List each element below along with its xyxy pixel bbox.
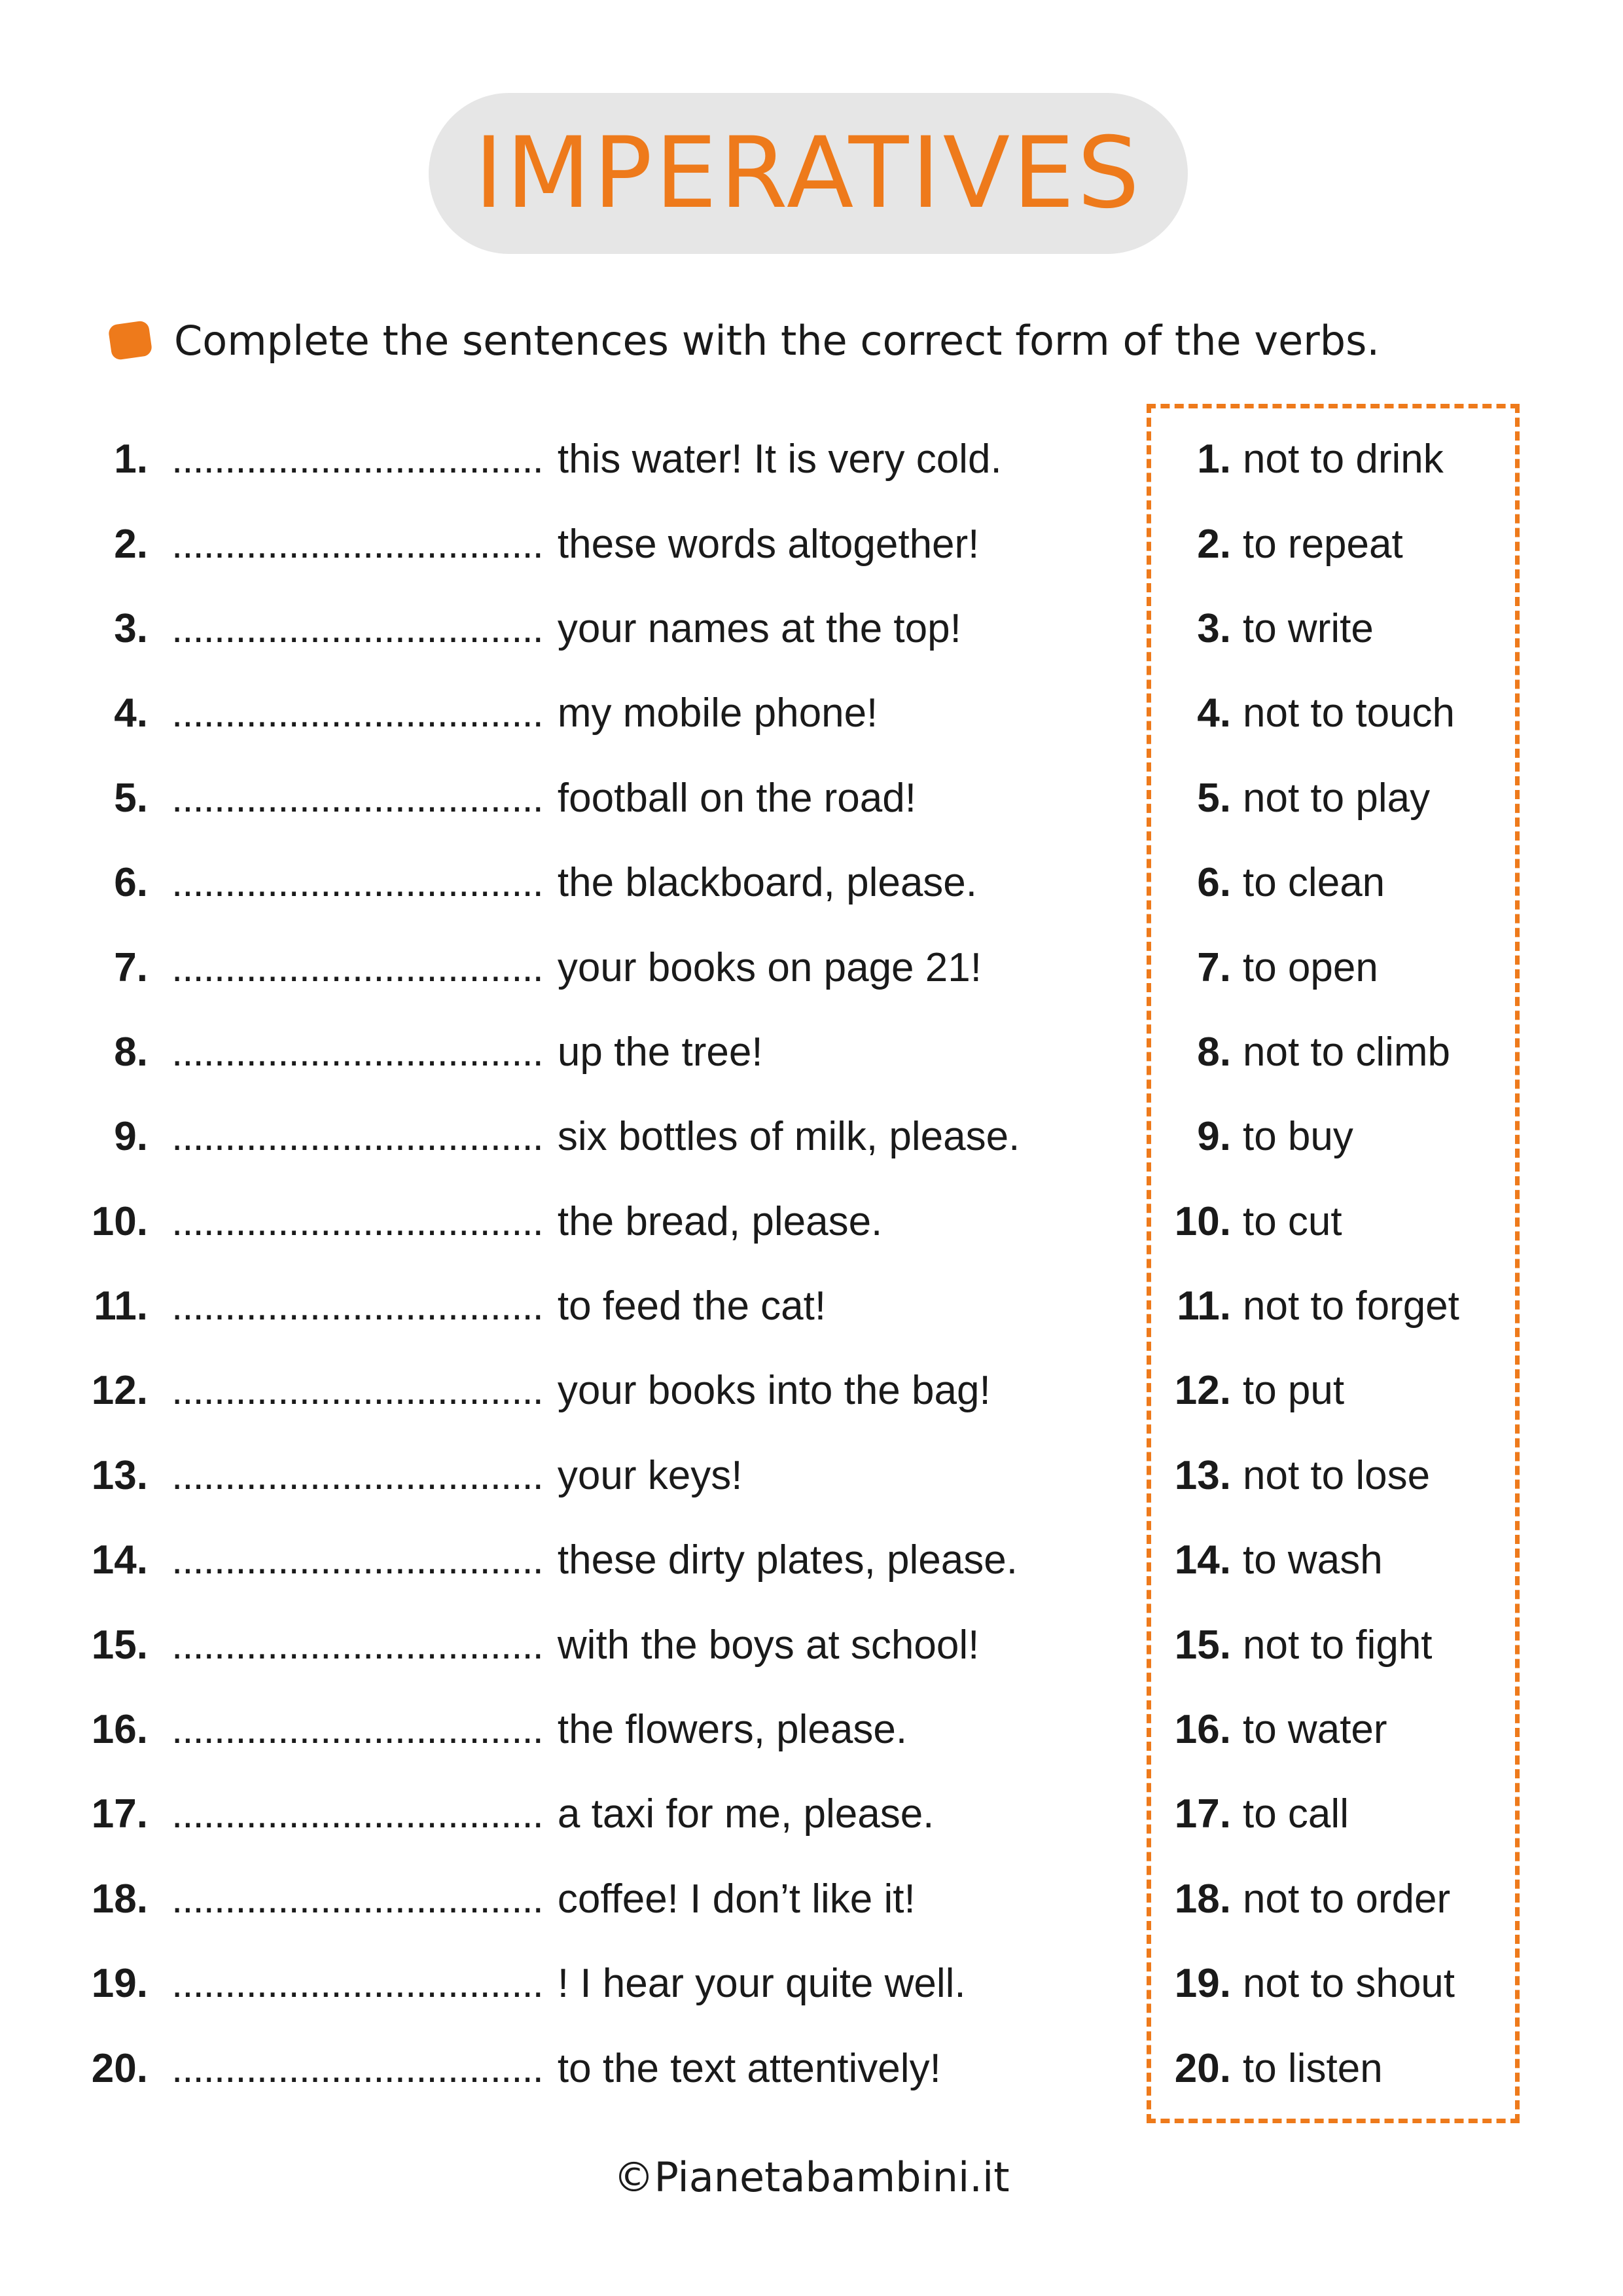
verb-number: 12. — [1174, 1368, 1231, 1414]
verb-number: 4. — [1197, 691, 1231, 736]
verb-text: to open — [1243, 944, 1378, 990]
sentence-row — [0, 586, 1126, 671]
verb-row — [1147, 1941, 1520, 2026]
verb-number: 6. — [1197, 860, 1231, 906]
answer-blank[interactable]: ................................... — [171, 521, 543, 567]
verb-number: 16. — [1174, 1707, 1231, 1753]
verb-row — [1147, 1348, 1520, 1433]
sentence-text: football on the road! — [557, 775, 916, 821]
sentence-number: 16. — [91, 1707, 148, 1753]
answer-blank[interactable]: ................................... — [171, 2045, 543, 2091]
sentence-number: 20. — [91, 2045, 148, 2091]
verb-number: 1. — [1197, 437, 1231, 482]
sentence-row — [0, 756, 1126, 840]
verb-text: not to shout — [1243, 1961, 1455, 2007]
verb-text: to buy — [1243, 1114, 1353, 1160]
answer-blank[interactable]: ................................... — [171, 1537, 543, 1583]
copyright-footer: ©Pianetabambini.it — [613, 2153, 1010, 2201]
sentence-row — [0, 1264, 1126, 1348]
verb-text: to call — [1243, 1791, 1349, 1837]
sentence-number: 12. — [91, 1368, 148, 1414]
answer-blank[interactable]: ................................... — [171, 437, 543, 482]
verb-row — [1147, 756, 1520, 840]
sentence-row — [0, 1602, 1126, 1687]
sentence-text: this water! It is very cold. — [557, 437, 1002, 482]
sentence-row — [0, 1687, 1126, 1772]
verb-number: 15. — [1174, 1622, 1231, 1668]
answer-blank[interactable]: ................................... — [171, 1791, 543, 1837]
verb-row — [1147, 1010, 1520, 1094]
sentence-text: your books into the bag! — [557, 1368, 991, 1414]
verb-text: to put — [1243, 1368, 1345, 1414]
verb-number: 14. — [1174, 1537, 1231, 1583]
answer-blank[interactable]: ................................... — [171, 691, 543, 736]
verb-text: to write — [1243, 605, 1374, 651]
verb-text: not to play — [1243, 775, 1431, 821]
sentence-text: with the boys at school! — [557, 1622, 980, 1668]
answer-blank[interactable]: ................................... — [171, 1114, 543, 1160]
answer-blank[interactable]: ................................... — [171, 1368, 543, 1414]
sentence-number: 10. — [91, 1198, 148, 1244]
sentence-text: the flowers, please. — [557, 1707, 908, 1753]
sentence-text: your books on page 21! — [557, 944, 982, 990]
verb-text: to clean — [1243, 860, 1385, 906]
sentence-number: 1. — [114, 437, 148, 482]
verb-text: not to touch — [1243, 691, 1455, 736]
sentence-row — [0, 1772, 1126, 1856]
verb-number: 17. — [1174, 1791, 1231, 1837]
sentence-row — [0, 1179, 1126, 1264]
verb-list — [1147, 417, 1520, 2111]
sentence-row — [0, 1433, 1126, 1518]
verb-text: not to order — [1243, 1876, 1451, 1922]
verb-row — [1147, 586, 1520, 671]
verb-row — [1147, 1857, 1520, 1941]
answer-blank[interactable]: ................................... — [171, 1029, 543, 1075]
verb-number: 18. — [1174, 1876, 1231, 1922]
sentence-row — [0, 671, 1126, 755]
verb-row — [1147, 1264, 1520, 1348]
answer-blank[interactable]: ................................... — [171, 1283, 543, 1329]
verb-row — [1147, 671, 1520, 755]
verb-number: 8. — [1197, 1029, 1231, 1075]
sentence-number: 19. — [91, 1961, 148, 2007]
sentence-text: ! I hear your quite well. — [557, 1961, 966, 2007]
instruction-text: Complete the sentences with the correct form of the verbs. — [174, 316, 1380, 365]
verb-row — [1147, 501, 1520, 586]
sentence-number: 14. — [91, 1537, 148, 1583]
sentence-row — [0, 1348, 1126, 1433]
instruction — [110, 311, 1380, 370]
verb-row — [1147, 417, 1520, 501]
verb-row — [1147, 925, 1520, 1009]
sentence-row — [0, 2026, 1126, 2110]
verb-number: 20. — [1174, 2045, 1231, 2091]
sentence-text: to the text attentively! — [557, 2045, 941, 2091]
sentence-text: coffee! I don’t like it! — [557, 1876, 916, 1922]
answer-blank[interactable]: ................................... — [171, 1622, 543, 1668]
verb-row — [1147, 1518, 1520, 1602]
sentence-text: your names at the top! — [557, 605, 961, 651]
sentence-text: to feed the cat! — [557, 1283, 827, 1329]
sentence-number: 5. — [114, 775, 148, 821]
verb-row — [1147, 1094, 1520, 1179]
sentence-text: the blackboard, please. — [557, 860, 978, 906]
sentence-text: these dirty plates, please. — [557, 1537, 1018, 1583]
sentence-number: 18. — [91, 1876, 148, 1922]
verb-row — [1147, 1433, 1520, 1518]
answer-blank[interactable]: ................................... — [171, 775, 543, 821]
verb-number: 9. — [1197, 1114, 1231, 1160]
sentence-text: my mobile phone! — [557, 691, 878, 736]
sentence-number: 3. — [114, 605, 148, 651]
answer-blank[interactable]: ................................... — [171, 860, 543, 906]
sentence-number: 13. — [91, 1452, 148, 1498]
answer-blank[interactable]: ................................... — [171, 1198, 543, 1244]
verb-number: 11. — [1177, 1283, 1231, 1329]
page-title: IMPERATIVES — [474, 117, 1143, 230]
sentence-row — [0, 501, 1126, 586]
answer-blank[interactable]: ................................... — [171, 944, 543, 990]
verb-row — [1147, 1602, 1520, 1687]
sentence-number: 8. — [114, 1029, 148, 1075]
sentence-number: 2. — [114, 521, 148, 567]
sentence-number: 15. — [91, 1622, 148, 1668]
sentence-text: a taxi for me, please. — [557, 1791, 935, 1837]
sentence-number: 4. — [114, 691, 148, 736]
verb-text: not to fight — [1243, 1622, 1433, 1668]
verb-number: 7. — [1197, 944, 1231, 990]
sentence-text: the bread, please. — [557, 1198, 883, 1244]
sentence-row — [0, 840, 1126, 925]
sentence-row — [0, 1094, 1126, 1179]
verb-row — [1147, 1687, 1520, 1772]
sentence-number: 6. — [114, 860, 148, 906]
verb-text: to cut — [1243, 1198, 1342, 1244]
orange-bullet-icon — [108, 320, 153, 361]
sentence-number: 11. — [94, 1283, 148, 1329]
answer-blank[interactable]: ................................... — [171, 1707, 543, 1753]
sentence-number: 17. — [91, 1791, 148, 1837]
sentence-row — [0, 1010, 1126, 1094]
answer-blank[interactable]: ................................... — [171, 1876, 543, 1922]
verb-number: 5. — [1197, 775, 1231, 821]
sentence-row — [0, 417, 1126, 501]
verb-row — [1147, 1179, 1520, 1264]
sentence-row — [0, 1857, 1126, 1941]
verb-text: to listen — [1243, 2045, 1383, 2091]
sentence-text: these words altogether! — [557, 521, 980, 567]
sentence-row — [0, 1941, 1126, 2026]
verb-row — [1147, 840, 1520, 925]
verb-text: to water — [1243, 1707, 1387, 1753]
verb-text: not to drink — [1243, 437, 1444, 482]
sentence-number: 7. — [114, 944, 148, 990]
verb-text: not to climb — [1243, 1029, 1451, 1075]
answer-blank[interactable]: ................................... — [171, 605, 543, 651]
answer-blank[interactable]: ................................... — [171, 1452, 543, 1498]
sentence-row — [0, 925, 1126, 1009]
verb-number: 19. — [1174, 1961, 1231, 2007]
sentence-text: up the tree! — [557, 1029, 763, 1075]
sentence-text: your keys! — [557, 1452, 743, 1498]
verb-number: 2. — [1197, 521, 1231, 567]
title-banner — [429, 93, 1188, 254]
verb-text: not to forget — [1243, 1283, 1459, 1329]
verb-row — [1147, 1772, 1520, 1856]
verb-number: 3. — [1197, 605, 1231, 651]
verb-text: to wash — [1243, 1537, 1383, 1583]
verb-number: 13. — [1174, 1452, 1231, 1498]
sentence-list — [0, 417, 1126, 2111]
sentence-text: six bottles of milk, please. — [557, 1114, 1020, 1160]
verb-text: to repeat — [1243, 521, 1403, 567]
verb-row — [1147, 2026, 1520, 2110]
verb-text: not to lose — [1243, 1452, 1431, 1498]
sentence-number: 9. — [114, 1114, 148, 1160]
verb-number: 10. — [1174, 1198, 1231, 1244]
answer-blank[interactable]: ................................... — [171, 1961, 543, 2007]
sentence-row — [0, 1518, 1126, 1602]
